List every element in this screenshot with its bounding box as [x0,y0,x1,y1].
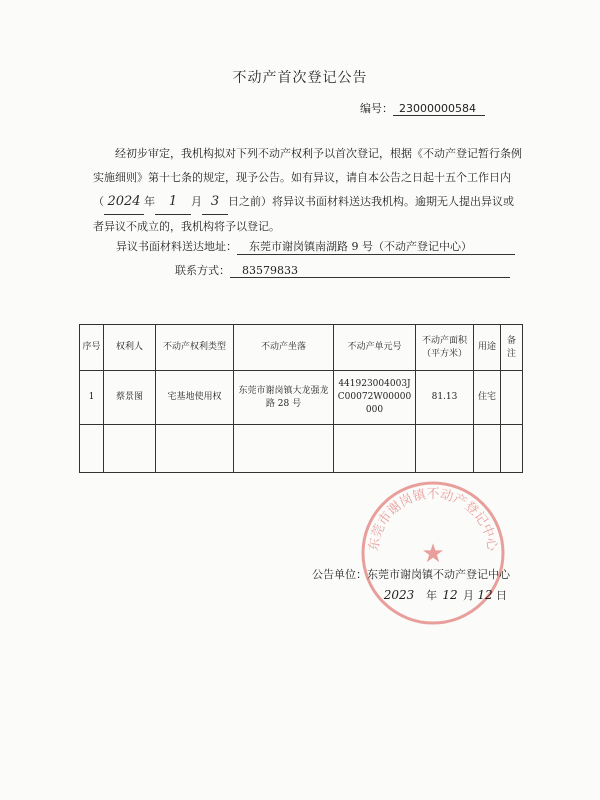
notice-body [93,142,523,239]
deadline-line [93,190,523,239]
footer-date-month: 12 [442,588,458,602]
table-cell [334,425,416,473]
svg-text:东莞市谢岗镇不动产登记中心: 东莞市谢岗镇不动产登记中心 [366,486,500,552]
header-cell: 权利人 [104,325,156,371]
footer-date-year: 2023 [383,588,415,602]
header-cell: 不动产权利类型 [156,325,234,371]
table-cell [416,425,474,473]
deadline-year-unit: 年 [144,195,155,208]
intro-text: 经初步审定，我机构拟对下列不动产权利予以首次登记，根据《不动产登记暂行条例实施细则》第十七条的规定，现予公告。如有异议，请自本公告之日起十五个工作日内 [93,147,522,184]
deadline-month: 1 [155,190,191,215]
table-cell: 东莞市谢岗镇大龙强龙路 28 号 [234,371,334,425]
table-header-row [80,325,523,371]
table-cell: 蔡景图 [104,371,156,425]
deadline-open: （ [93,195,104,208]
table-cell [80,425,104,473]
address-value: 东莞市谢岗镇南湖路 9 号（不动产登记中心） [237,238,515,255]
table-cell [501,371,523,425]
header-cell: 用途 [474,325,501,371]
table-cell: 宅基地使用权 [156,371,234,425]
property-table [79,324,523,473]
table-cell: 81.13 [416,371,474,425]
table-cell: 441923004003JC00072W00000000 [334,371,416,425]
contact-line [175,262,510,278]
deadline-year: 2024 [104,190,144,215]
footer-date [372,587,507,603]
svg-text:★: ★ [421,539,445,569]
contact-value: 83579833 [230,264,510,278]
table-cell [474,425,501,473]
deadline-day-unit: 日之前） [228,195,272,208]
footer-day-unit: 日 [496,589,507,602]
deadline-day: 3 [202,190,228,215]
page-title: 不动产首次登记公告 [232,70,368,86]
table-cell [104,425,156,473]
table-cell [501,425,523,473]
address-label: 异议书面材料送达地址： [116,240,237,253]
footer-unit [312,566,510,582]
table-row [80,425,523,473]
serial-number [360,100,485,116]
official-seal [358,478,508,628]
serial-label: 编号： [360,102,393,115]
serial-value: 23000000584 [393,102,485,116]
footer-year-unit: 年 [426,589,437,602]
header-cell: 备注 [501,325,523,371]
deadline-rest: 将异议书面材料送达我机构。逾期无人提出异议或者异议不成立的，我机构将予以登记。 [93,195,514,233]
table-cell [234,425,334,473]
header-cell: 不动产坐落 [234,325,334,371]
table-row [80,371,523,425]
contact-label: 联系方式： [175,264,230,277]
header-cell: 不动产单元号 [334,325,416,371]
footer-date-day: 12 [477,588,493,602]
footer-unit-value: 东莞市谢岗镇不动产登记中心 [367,568,510,581]
footer-month-unit: 月 [463,589,474,602]
table-cell [156,425,234,473]
address-line [116,238,515,255]
footer-unit-label: 公告单位： [312,568,367,581]
table-cell: 1 [80,371,104,425]
header-cell: 序号 [80,325,104,371]
table-cell: 住宅 [474,371,501,425]
header-cell: 不动产面积（平方米） [416,325,474,371]
deadline-month-unit: 月 [191,195,202,208]
